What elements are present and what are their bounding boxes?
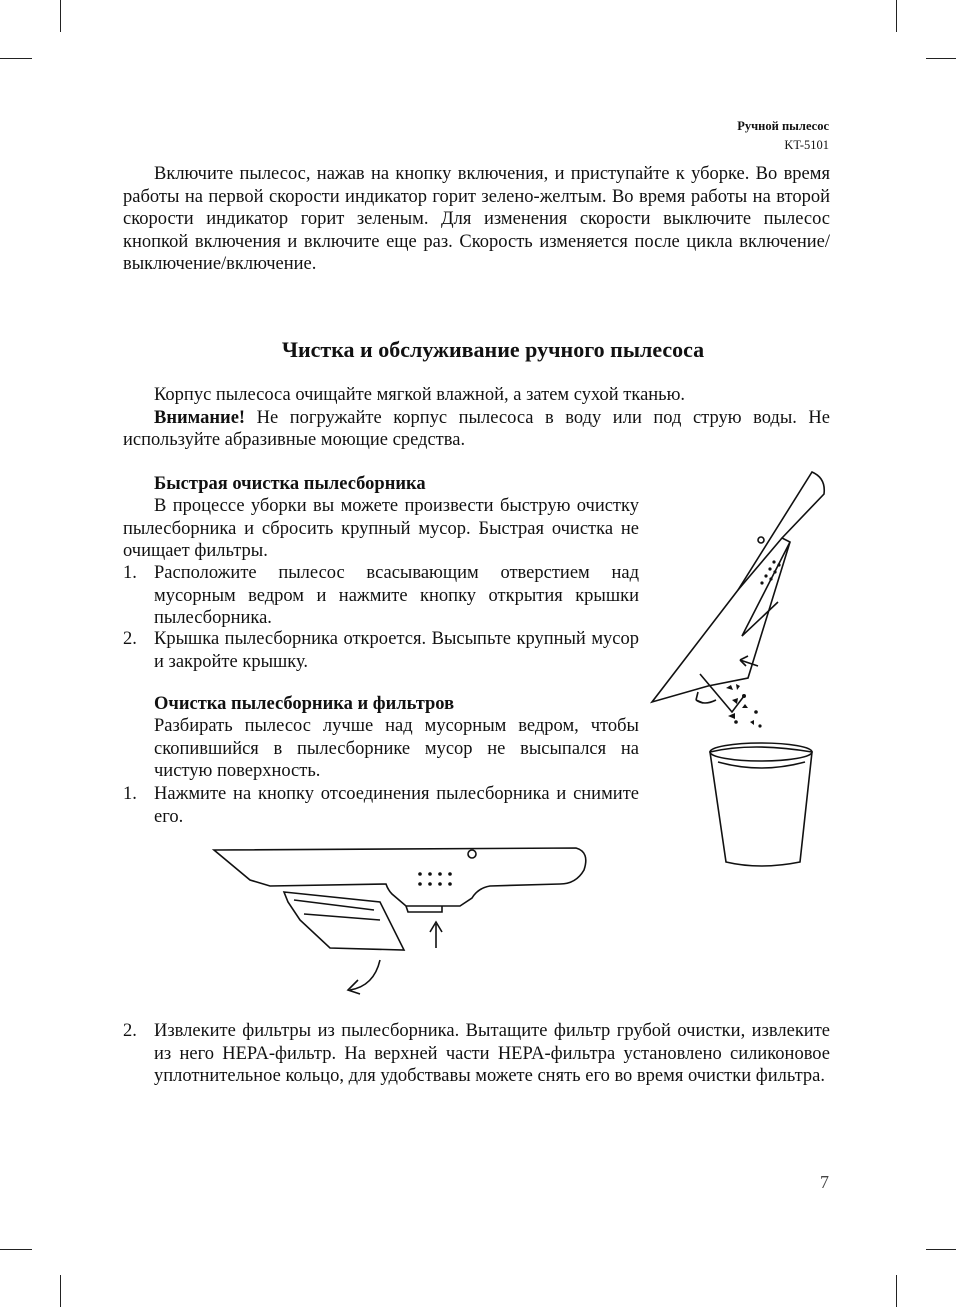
crop-mark: [60, 0, 61, 32]
quick-clean-title: Быстрая очистка пылесборника: [154, 474, 426, 494]
section-title: Чистка и обслуживание ручного пылесоса: [281, 337, 705, 362]
filter-clean-intro: Разбирать пылесос лучше над мусорным ведром, чтобы скопившийся в пылесборнике мусор не высыпался на чистую поверхность.: [154, 716, 639, 781]
header-title: Ручной пылесос: [737, 119, 829, 133]
list-item: [123, 562, 639, 630]
running-header: [737, 117, 829, 155]
list-number: 2.: [123, 629, 137, 649]
list-text: Крышка пылесборника откроется. Высыпьте крупный мусор и закройте крышку.: [154, 629, 639, 672]
list-item: [123, 1020, 830, 1088]
section-body-text: Корпус пылесоса очищайте мягкой влажной, а затем сухой тканью.: [154, 385, 686, 405]
vacuum-emptying-illustration: [640, 460, 840, 870]
list-number: 2.: [123, 1021, 137, 1041]
crop-mark: [926, 1249, 956, 1250]
list-text: Нажмите на кнопку отсоединения пылесборника и снимите его.: [154, 784, 639, 827]
quick-clean-intro: В процессе уборки вы можете произвести быструю очистку пылесборника и сбросить крупный мусор. Быстрая очистка не очищает фильтры.: [123, 496, 639, 561]
intro-paragraph: Включите пылесос, нажав на кнопку включения, и приступайте к уборке. Во время работы на первой скорости индикатор горит зелено-желтым. Во время работы на второй скорости индикатор горит зеленым. Для изменения скорости выключите пылесос кнопкой включения и включите еще раз. Скорость изменяется после цикла включение/выключение/включение.: [123, 164, 830, 274]
crop-mark: [60, 1275, 61, 1307]
dust-container-detach-illustration: [210, 840, 590, 1000]
crop-mark: [0, 58, 32, 59]
crop-mark: [896, 1275, 897, 1307]
section-body: [123, 384, 830, 452]
list-text: Расположите пылесос всасывающим отверстием над мусорным ведром и нажмите кнопку открытия крышки пылесборника.: [154, 563, 639, 628]
crop-mark: [926, 58, 956, 59]
list-item: [123, 628, 639, 673]
warning-label: Внимание!: [154, 407, 246, 428]
warning-text: Не погружайте корпус пылесоса в воду или под струю воды. Не используйте абразивные моющие средства.: [123, 407, 830, 450]
list-item: [123, 783, 639, 828]
list-text: Извлеките фильтры из пылесборника. Вытащите фильтр грубой очистки, извлеките из него HEPA-фильтр. На верхней части HEPA-фильтра установлено силиконовое уплотнительное кольцо, для удобствавы можете снять его во время очистки фильтра.: [154, 1021, 830, 1086]
header-model: KT-5101: [784, 138, 829, 152]
filter-clean-title: Очистка пылесборника и фильтров: [154, 694, 455, 714]
page-number: 7: [820, 1172, 829, 1192]
list-number: 1.: [123, 784, 137, 804]
crop-mark: [0, 1249, 32, 1250]
list-number: 1.: [123, 563, 137, 583]
crop-mark: [896, 0, 897, 32]
